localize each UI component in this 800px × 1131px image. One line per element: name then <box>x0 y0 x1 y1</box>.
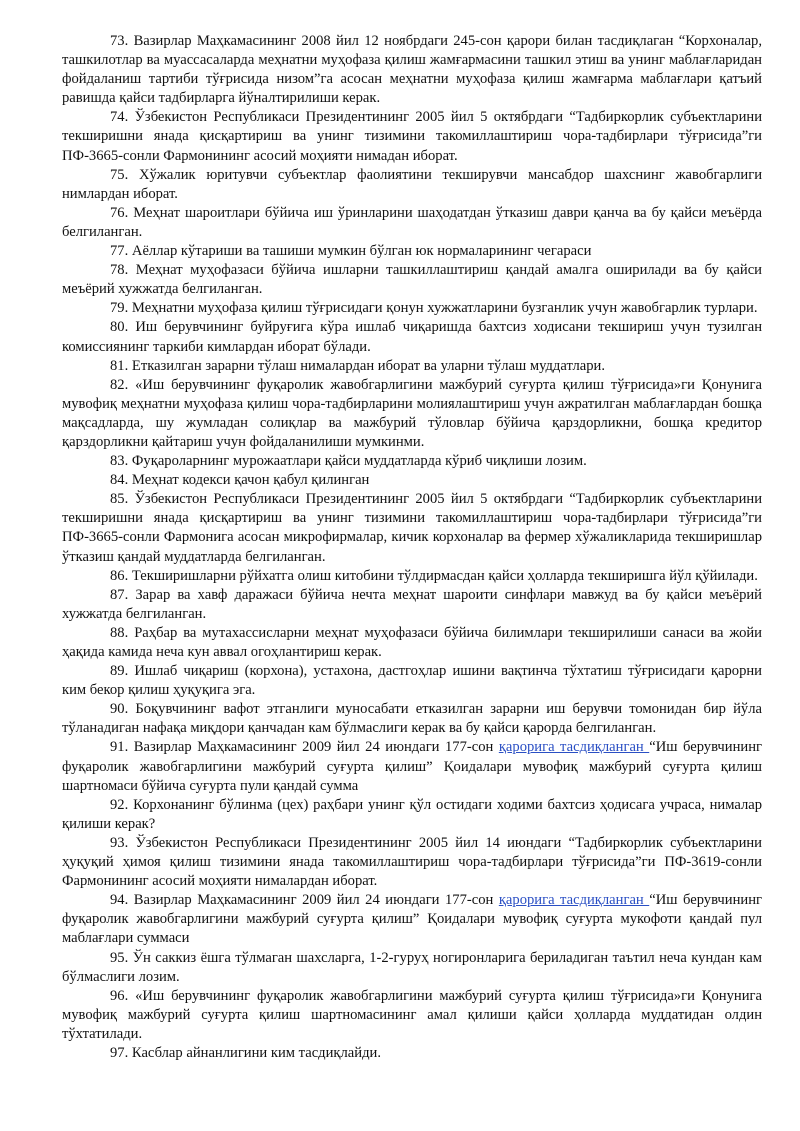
question-item <box>62 891 762 948</box>
question-item <box>62 108 762 165</box>
question-text: Зарар ва хавф даражаси бўйича нечта меҳнат шароити синфлари мавжуд ва бу қайси меъёрий хужжатда белгиланган. <box>62 586 762 622</box>
question-item <box>62 1044 762 1063</box>
question-item <box>62 796 762 834</box>
question-text: Меҳнат шароитлари бўйича иш ўринларини шаҳодатдан ўтказиш даври қанча ва бу қайси меъёрда белгиланган. <box>62 204 762 240</box>
question-number: 90. <box>110 701 129 718</box>
question-number: 83. <box>110 453 129 470</box>
question-text: «Иш берувчининг фуқаролик жавобгарлигини мажбурий суғурта қилиш тўғрисида»ги Қонунига мувофиқ меҳнатни муҳофаза қилиш чора-тадбирларини молиялаштириш учун ажратилган маблағлардан бошқа мақсадларда, шу жумладан солиқлар ва мажбурий тўловлар бўйича қарздорликни, бошқа кредитор қарздорликни қайтариш учун фойдаланилиши мумкинми. <box>62 376 762 450</box>
question-text: “Иш берувчининг фуқаролик жавобгарлигини мажбурий суғурта қилиш” Қоидалари мувофиқ мажбурий суғурта қилиш шартномаси бўйича суғурта пули қандай сумма <box>62 739 762 794</box>
question-item <box>62 738 762 795</box>
question-item <box>62 624 762 662</box>
question-number: 89. <box>110 663 129 680</box>
question-item <box>62 242 762 261</box>
question-number: 96. <box>110 987 129 1004</box>
question-text: Иш берувчининг буйруғига кўра ишлаб чиқаришда бахтсиз ходисани текшириш учун тузилган комиссиянинг таркиби кимлардан иборат бўлади. <box>62 319 762 355</box>
question-text: «Иш берувчининг фуқаролик жавобгарлигини мажбурий суғурта қилиш тўғрисида»ги Қонунига мувофиқ мажбурий суғурта қилиш шартномасининг амал қилиши қайси ҳолларда муддатидан олдин тўхтатилади. <box>62 987 762 1042</box>
question-item <box>62 949 762 987</box>
question-text: Ишлаб чиқариш (корхона), устахона, дастгоҳлар ишини вақтинча тўхтатиш тўғрисидаги қарорни ким бекор қилиш ҳуқуқига эга. <box>62 663 762 699</box>
question-text: Корхонанинг бўлинма (цех) раҳбари унинг қўл остидаги ходими бахтсиз ҳодисага учраса, нималар қилиши керак? <box>62 796 763 832</box>
question-item <box>62 166 762 204</box>
question-item <box>62 586 762 624</box>
question-number: 94. <box>110 892 129 909</box>
question-number: 77. <box>110 243 129 260</box>
question-text: Боқувчининг вафот этганлиги муносабати етказилган зарарни иш берувчи томонидан бир йўла тўланадиган нафақа миқдори қанчадан кам бўлмаслиги керак ва бу қайси қарорда белгиланган. <box>62 701 762 737</box>
question-item <box>62 261 762 299</box>
question-item <box>62 376 762 452</box>
question-item <box>62 490 762 566</box>
question-item <box>62 299 762 318</box>
question-item <box>62 204 762 242</box>
document-page <box>62 32 762 1063</box>
question-text: Аёллар кўтариши ва ташиши мумкин бўлган юк нормаларининг чегараси <box>131 243 592 260</box>
question-number: 91. <box>110 739 129 756</box>
question-number: 73. <box>110 33 129 49</box>
question-text: Вазирлар Маҳкамасининг 2008 йил 12 ноябрдаги 245-сон қарори билан тасдиқлаган “Корхоналар, ташкилотлар ва муассасаларда меҳнатни муҳофаза қилиш жамғармасини ташкил этиш ва унинг маблағларидан фойдаланиш тартиби тўғрисида низом”га асосан меҳнатни муҳофаза қилиш жамғарма маблағлари қатъий равишда қайси тадбирларга йўналтирилиши керак. <box>62 33 762 107</box>
question-number: 84. <box>110 472 129 489</box>
question-number: 87. <box>110 586 129 603</box>
question-item <box>62 987 762 1044</box>
question-number: 86. <box>110 567 129 584</box>
question-item <box>62 318 762 356</box>
question-number: 97. <box>110 1044 129 1061</box>
question-number: 75. <box>110 166 129 183</box>
question-text: Вазирлар Маҳкамасининг 2009 йил 24 июндаги 177-сон <box>133 892 499 909</box>
question-item <box>62 662 762 700</box>
question-text: Меҳнат муҳофазаси бўйича ишларни ташкиллаштириш қандай амалга оширилади ва бу қайси меъёрий хужжатда белгиланган. <box>62 262 762 298</box>
question-number: 78. <box>110 262 129 279</box>
question-item <box>62 452 762 471</box>
question-number: 82. <box>110 376 129 393</box>
question-text: Фуқароларнинг мурожаатлари қайси муддатларда кўриб чиқлиши лозим. <box>131 453 587 470</box>
question-number: 95. <box>110 949 129 966</box>
question-number: 74. <box>110 109 129 126</box>
question-item <box>62 471 762 490</box>
question-number: 79. <box>110 300 129 317</box>
question-text: Текширишларни рўйхатга олиш китобини тўлдирмасдан қайси ҳолларда текширишга йўл қўйилади. <box>131 567 758 584</box>
question-item <box>62 357 762 376</box>
question-number: 85. <box>110 491 129 508</box>
question-text: Раҳбар ва мутахассисларни меҳнат муҳофазаси бўйича билимлари текширилиши санаси ва жойи ҳақида камида неча кун аввал огоҳлантириш керак. <box>62 624 762 660</box>
question-text: Ўн саккиз ёшга тўлмаган шахсларга, 1-2-гуруҳ ногиронларига бериладиган таътил неча кундан кам бўлмаслиги лозим. <box>62 949 762 985</box>
resolution-link[interactable]: қарорига тасдиқланган <box>498 739 650 756</box>
question-item <box>62 567 762 586</box>
question-number: 76. <box>110 204 129 221</box>
question-number: 93. <box>110 834 129 851</box>
question-text: Ўзбекистон Республикаси Президентининг 2005 йил 14 июндаги “Тадбиркорлик субъектларини ҳуқуқий ҳимоя қилиш тизимини янада такомиллаштириш чора-тадбирлари тўғрисида”ги ПФ-3619-сонли Фармонининг асосий моҳияти нималардан иборат. <box>62 834 762 890</box>
question-number: 88. <box>110 624 129 641</box>
question-number: 92. <box>110 796 129 813</box>
question-text: Хўжалик юритувчи субъектлар фаолиятини текширувчи мансабдор шахснинг жавобгарлиги нимлардан иборат. <box>62 166 762 202</box>
question-item <box>62 700 762 738</box>
question-text: Ўзбекистон Республикаси Президентининг 2005 йил 5 октябрдаги “Тадбиркорлик субъектларини текширишни янада қисқартириш ва унинг тизимини такомиллаштириш чора-тадбирлари тўғрисида”ги ПФ-3665-сонли Фармонига асосан микрофирмалар, кичик корхоналар ва фермер хўжаликларида текширишлар ўтказиш қандай муддатларда белгиланган. <box>62 491 763 565</box>
question-text: Касблар айнанлигини ким тасдиқлайди. <box>131 1044 381 1061</box>
resolution-link[interactable]: қарорига тасдиқланган <box>498 892 650 909</box>
question-text: “Иш берувчининг фуқаролик жавобгарлигини мажбурий суғурта қилиш” Қоидалари мувофиқ суғурта мукофоти қандай пул маблағлари суммаси <box>62 892 762 947</box>
question-item <box>62 32 762 108</box>
question-number: 81. <box>110 357 129 374</box>
question-text: Ўзбекистон Республикаси Президентининг 2005 йил 5 октябрдаги “Тадбиркорлик субъектларини текширишни янада қисқартириш ва унинг тизимини такомиллаштириш чора-тадбирлари тўғрисида”ги ПФ-3665-сонли Фармонининг асосий моҳияти нимадан иборат. <box>62 109 763 164</box>
question-item <box>62 834 762 891</box>
question-text: Меҳнатни муҳофаза қилиш тўғрисидаги қонун хужжатларини бузганлик учун жавобгарлик турлари. <box>131 300 758 317</box>
question-text: Вазирлар Маҳкамасининг 2009 йил 24 июндаги 177-сон <box>133 739 499 756</box>
question-number: 80. <box>110 319 129 336</box>
question-text: Меҳнат кодекси қачон қабул қилинган <box>131 472 370 489</box>
question-text: Етказилган зарарни тўлаш нималардан иборат ва уларни тўлаш муддатлари. <box>131 357 605 374</box>
